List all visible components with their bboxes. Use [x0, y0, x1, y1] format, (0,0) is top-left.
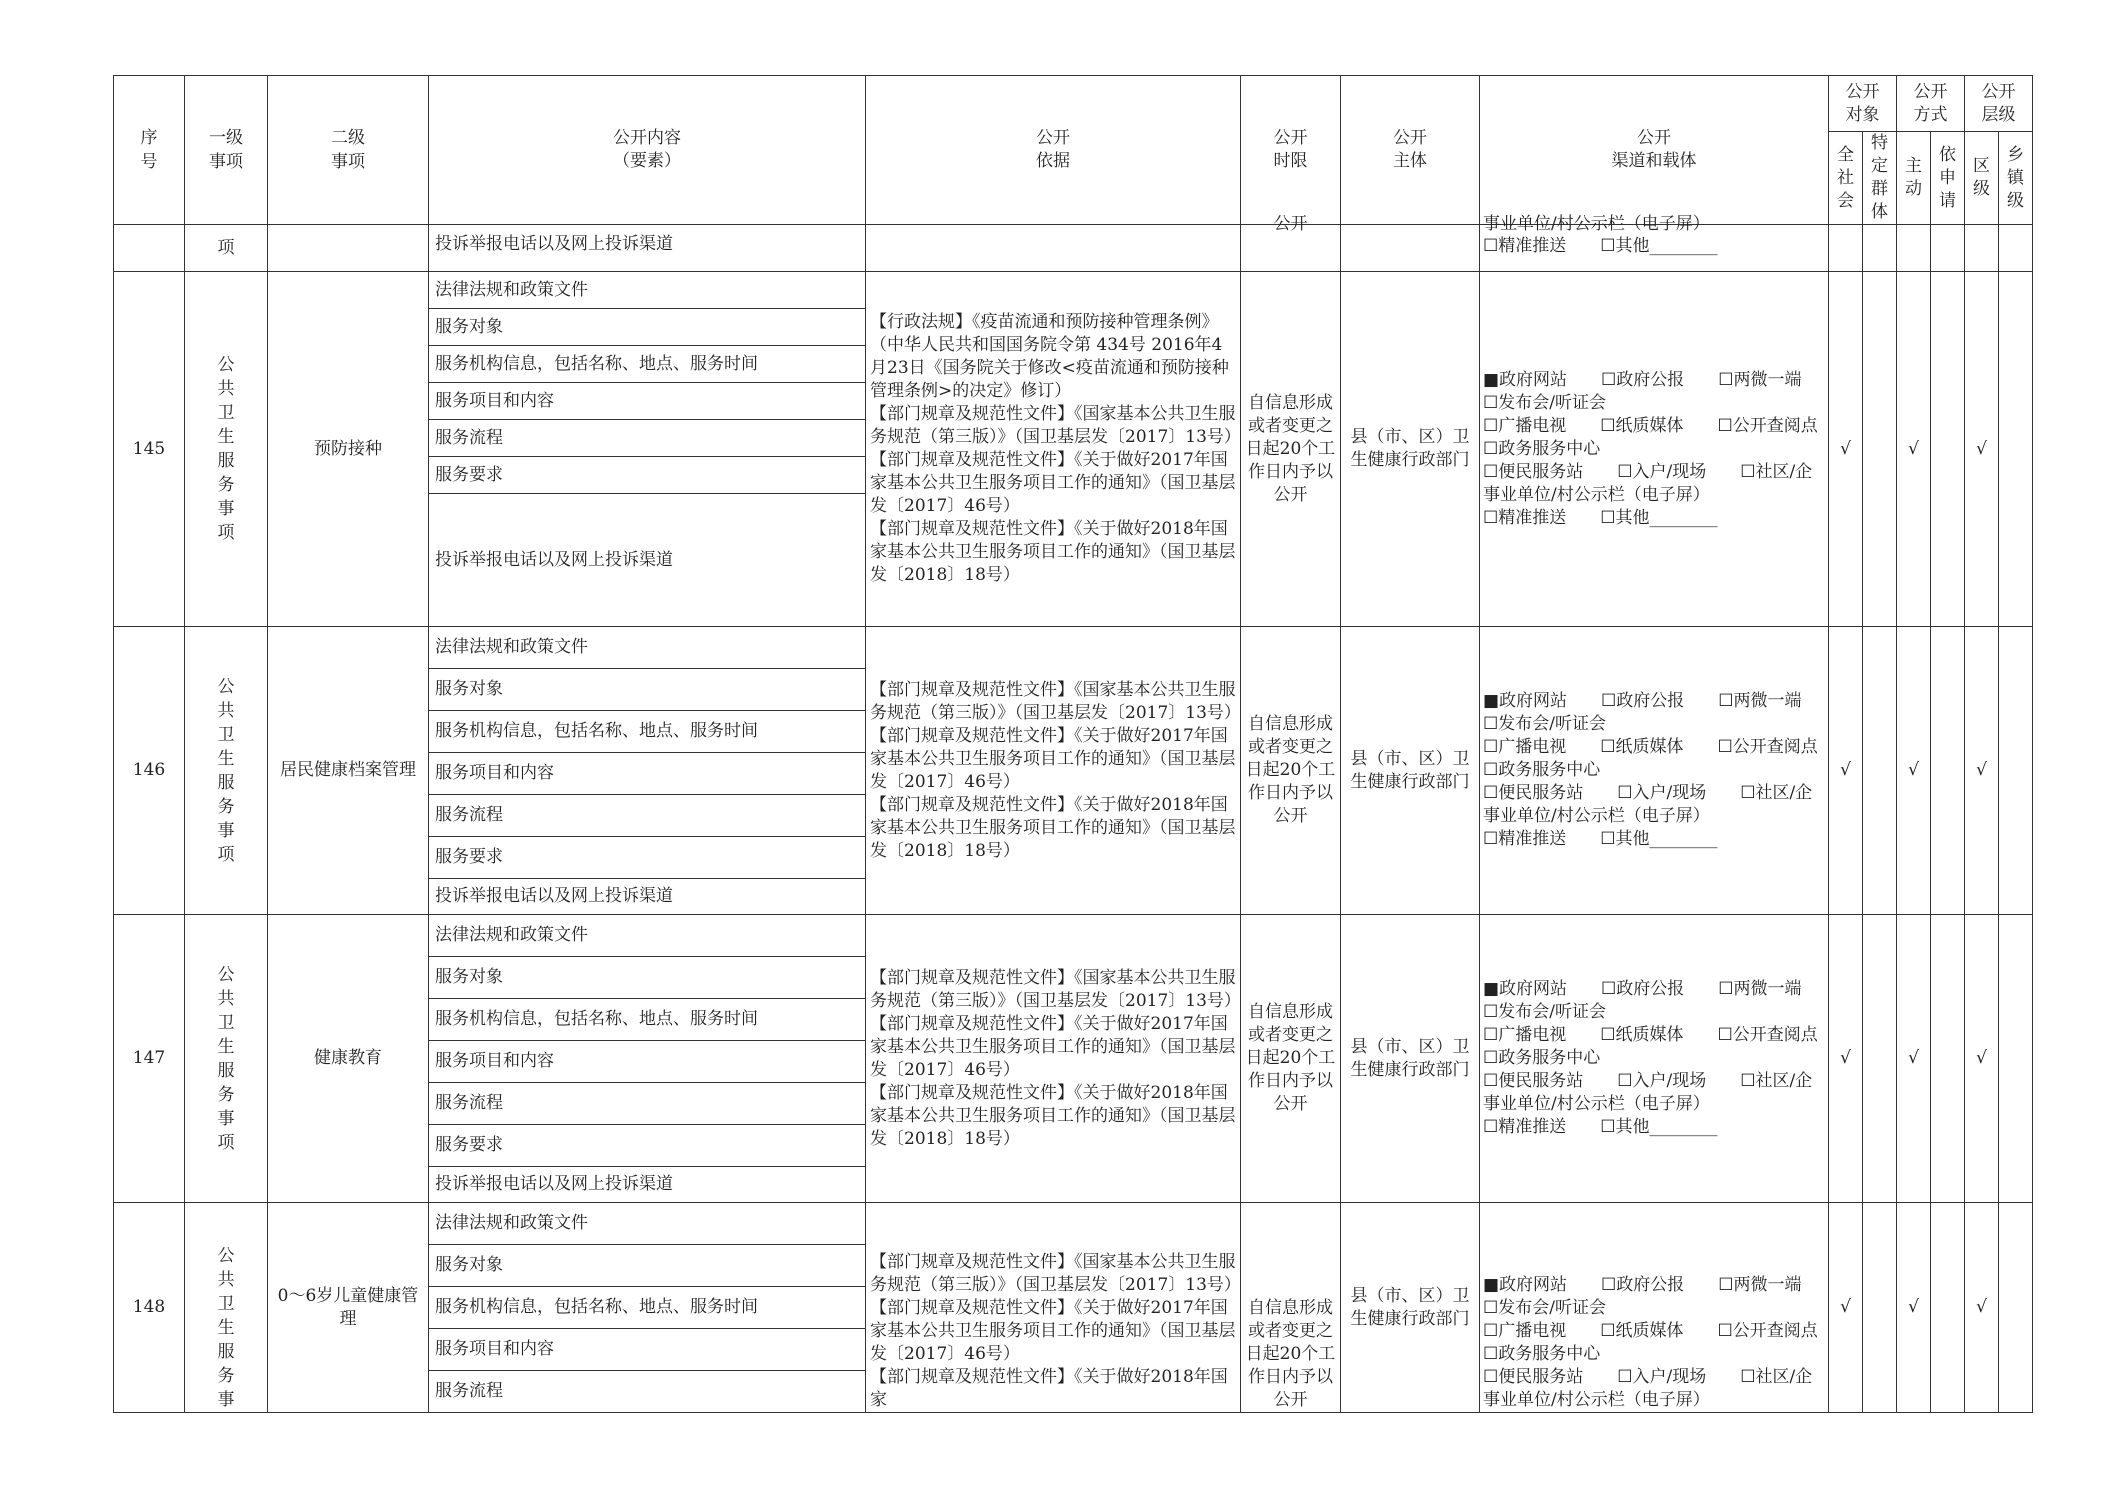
time-limit-text: 自信息形成或者变更之日起20个工作日内予以公开 [1245, 1298, 1336, 1410]
table-row [114, 272, 2033, 309]
level1-text [185, 963, 267, 1155]
channel-line: ☐便民服务站 ☐入户/现场 ☐社区/企事业单位/村公示栏（电子屏） [1483, 461, 1813, 505]
content-item-cell [429, 1167, 866, 1203]
level1-char: 共 [217, 1270, 235, 1290]
level2-text: 预防接种 [314, 438, 382, 459]
level1-char: 生 [217, 427, 235, 447]
content-item: 法律法规和政策文件 [435, 279, 588, 300]
header-method-group-text: 公开 方式 [1913, 81, 1948, 125]
level-district-cell [1965, 915, 1999, 1203]
content-item-cell [429, 346, 866, 383]
table-row [114, 627, 2033, 669]
content-item: 投诉举报电话以及网上投诉渠道 [435, 886, 673, 906]
method-request-cell [1931, 1203, 1965, 1413]
content-item: 服务项目和内容 [435, 763, 554, 783]
object-all-check: √ [1840, 1297, 1851, 1317]
cont-seq-cell [114, 225, 185, 272]
time-limit-cell [1241, 272, 1341, 627]
header-object-group [1829, 76, 1897, 132]
time-limit-text: 自信息形成或者变更之日起20个工作日内予以公开 [1245, 714, 1336, 826]
content-item-cell [429, 1245, 866, 1287]
header-level1 [185, 76, 268, 225]
level1-char: 事 [217, 1108, 235, 1129]
content-item-cell [429, 1287, 866, 1329]
level1-char: 项 [217, 844, 235, 865]
method-request-cell [1931, 627, 1965, 915]
basis-line: 【部门规章及规范性文件】《国家基本公共卫生服务规范（第三版）》（国卫基层发〔2017〕13号） [870, 404, 1241, 447]
content-item-cell [429, 915, 866, 957]
header-subject-text: 公开 主体 [1393, 128, 1427, 171]
basis-cell [866, 627, 1241, 915]
level-town-cell [1999, 627, 2033, 915]
header-channel [1480, 76, 1829, 234]
cont-os-cell [1863, 225, 1897, 272]
header-method-request-text: 依 申 请 [1939, 144, 1956, 211]
header-seq [114, 76, 185, 225]
channel-line: ■政府网站 ☐政府公报 ☐两微一端 ☐发布会/听证会 [1483, 369, 1836, 413]
cont-mr-cell [1931, 225, 1965, 272]
basis-line: 【部门规章及规范性文件】《关于做好2018年国家基本公共卫生服务项目工作的通知》（国卫基层发〔2018〕18号） [870, 1082, 1236, 1149]
header-level1-text: 一级 事项 [209, 128, 243, 172]
basis-line: 【部门规章及规范性文件】《国家基本公共卫生服务规范（第三版）》（国卫基层发〔2017〕13号） [870, 679, 1241, 723]
header-time-limit [1241, 76, 1341, 234]
subject-cell [1341, 272, 1480, 627]
content-item-cell [429, 669, 866, 711]
header-content-text: 公开内容 （要素） [613, 128, 681, 171]
content-item: 服务项目和内容 [435, 1051, 554, 1071]
content-item-cell [429, 1041, 866, 1083]
channel-line: ■政府网站 ☐政府公报 ☐两微一端 ☐发布会/听证会 [1483, 979, 1836, 1022]
content-item: 服务机构信息，包括名称、地点、服务时间 [435, 1297, 758, 1317]
content-item: 服务项目和内容 [435, 390, 554, 411]
level1-text [185, 353, 267, 545]
header-method-request [1931, 132, 1965, 225]
channel-line: ☐便民服务站 ☐入户/现场 ☐社区/企事业单位/村公示栏（电子屏） [1483, 783, 1813, 826]
header-object-all [1829, 132, 1863, 225]
content-item: 服务流程 [435, 1093, 503, 1113]
basis-line: 【部门规章及规范性文件】《国家基本公共卫生服务规范（第三版）》（国卫基层发〔2017〕13号） [870, 1252, 1241, 1295]
level1-char: 事 [217, 499, 235, 519]
method-request-cell [1931, 915, 1965, 1203]
content-item-cell [429, 1329, 866, 1371]
level2-text: 健康教育 [314, 1048, 382, 1068]
level1-char: 项 [217, 1132, 235, 1153]
channel-line: ☐广播电视 ☐纸质媒体 ☐公开查阅点 ☐政务服务中心 [1483, 1025, 1852, 1068]
header-basis-text: 公开 依据 [1036, 128, 1070, 171]
object-all-cell [1829, 627, 1863, 915]
level2-cell [268, 915, 429, 1203]
cont-content-cell [429, 225, 866, 272]
channel-line: ☐便民服务站 ☐入户/现场 ☐社区/企事业单位/村公示栏（电子屏） [1483, 1367, 1813, 1410]
method-active-cell [1897, 627, 1931, 915]
channel-line: ☐广播电视 ☐纸质媒体 ☐公开查阅点 ☐政务服务中心 [1483, 737, 1852, 780]
object-specific-cell [1863, 627, 1897, 915]
continuation-row [114, 225, 2033, 272]
level-district-cell [1965, 627, 1999, 915]
level2-cell [268, 272, 429, 627]
content-item-cell [429, 420, 866, 457]
basis-text [870, 967, 1241, 1151]
header-level-town-text: 乡 镇 级 [2007, 144, 2024, 211]
level-district-check: √ [1976, 1297, 1987, 1317]
channel-text [1483, 978, 1852, 1139]
basis-cell [866, 915, 1241, 1203]
channel-line: ☐精准推送 ☐其他________ [1483, 829, 1718, 849]
level-town-cell [1999, 272, 2033, 627]
time-limit-cell [1241, 915, 1341, 1203]
cont-lt-cell [1999, 225, 2033, 272]
method-active-check: √ [1908, 1048, 1919, 1068]
content-item-cell [429, 627, 866, 669]
level1-char: 公 [217, 676, 235, 697]
subject-cell [1341, 627, 1480, 915]
content-item: 服务要求 [435, 847, 503, 867]
object-specific-cell [1863, 1203, 1897, 1413]
basis-line: 【部门规章及规范性文件】《关于做好2017年国家基本公共卫生服务项目工作的通知》（国卫基层发〔2017〕46号） [870, 1298, 1236, 1364]
cont-basis-cell [866, 225, 1241, 272]
header-time-limit-text: 公开 时限 [1273, 128, 1308, 171]
level1-char: 公 [217, 964, 235, 985]
header-channel-text: 公开 渠道和载体 [1611, 128, 1697, 171]
level1-char: 服 [217, 1060, 235, 1081]
level2-text: 0～6岁儿童健康管理 [277, 1285, 419, 1329]
channel-cell [1480, 1203, 1852, 1413]
level1-char: 共 [217, 988, 235, 1009]
basis-text [870, 311, 1241, 587]
level1-char: 共 [217, 379, 235, 399]
basis-line: 【部门规章及规范性文件】《关于做好2017年国家基本公共卫生服务项目工作的通知》（国卫基层发〔2017〕46号） [870, 450, 1236, 516]
cont-time-cell [1241, 214, 1341, 272]
level1-char: 务 [217, 475, 235, 495]
content-item-cell [429, 1203, 866, 1245]
content-item: 服务对象 [435, 316, 503, 337]
level1-char: 服 [217, 451, 235, 471]
object-all-check: √ [1840, 438, 1851, 459]
seq-number: 147 [132, 1048, 166, 1068]
seq-number: 148 [132, 1297, 166, 1317]
content-item: 服务对象 [435, 967, 503, 987]
subject-text: 县（市、区）卫生健康行政部门 [1350, 427, 1470, 470]
channel-line: ■政府网站 ☐政府公报 ☐两微一端 ☐发布会/听证会 [1483, 691, 1836, 734]
channel-cell [1480, 915, 1852, 1203]
cont-content-item: 投诉举报电话以及网上投诉渠道 [435, 233, 673, 254]
cont-level1-tail: 项 [217, 237, 235, 258]
basis-text [870, 1251, 1241, 1412]
content-item-cell [429, 753, 866, 795]
level2-cell [268, 627, 429, 915]
basis-line: 【部门规章及规范性文件】《关于做好2018年国家基本公共卫生服务项目工作的通知》（国卫基层发〔2018〕18号） [870, 519, 1236, 585]
cont-ma-cell [1897, 225, 1931, 272]
content-item: 服务机构信息，包括名称、地点、服务时间 [435, 353, 758, 374]
object-all-check: √ [1840, 1048, 1851, 1068]
header-seq-text: 序 号 [140, 128, 158, 172]
level-district-cell [1965, 1203, 1999, 1413]
level1-char: 务 [217, 1084, 235, 1105]
content-item: 服务流程 [435, 1381, 503, 1401]
channel-line: ☐精准推送 ☐其他________ [1483, 1117, 1718, 1137]
subject-text: 县（市、区）卫生健康行政部门 [1350, 1036, 1470, 1080]
level1-cell [185, 915, 268, 1203]
basis-text [870, 679, 1241, 863]
level1-text [185, 675, 267, 867]
method-active-check: √ [1908, 438, 1919, 459]
level1-char: 服 [217, 1342, 235, 1362]
time-limit-cell [1241, 627, 1341, 915]
header-basis [866, 76, 1241, 225]
level1-cell [185, 272, 268, 627]
level1-char: 务 [217, 1366, 235, 1386]
level-district-cell [1965, 272, 1999, 627]
level1-char: 项 [217, 523, 235, 543]
basis-line: 【部门规章及规范性文件】《国家基本公共卫生服务规范（第三版）》（国卫基层发〔2017〕13号） [870, 967, 1241, 1011]
subject-text: 县（市、区）卫生健康行政部门 [1350, 748, 1470, 792]
content-item-cell [429, 795, 866, 837]
time-limit-text: 自信息形成或者变更之日起20个工作日内予以公开 [1245, 1002, 1336, 1114]
content-item: 服务要求 [435, 464, 503, 485]
disclosure-table [113, 75, 2033, 1413]
time-limit-text: 自信息形成或者变更之日起20个工作日内予以公开 [1245, 392, 1336, 505]
channel-cell [1480, 272, 1852, 627]
level2-text: 居民健康档案管理 [280, 760, 416, 780]
content-item: 服务对象 [435, 1255, 503, 1275]
channel-line: ☐广播电视 ☐纸质媒体 ☐公开查阅点 ☐政务服务中心 [1483, 415, 1852, 459]
cont-level1-cell [185, 225, 268, 272]
level1-char: 卫 [217, 724, 235, 745]
seq-cell [114, 1203, 185, 1413]
content-item: 法律法规和政策文件 [435, 1213, 588, 1233]
cont-channel-last: ☐精准推送 ☐其他________ [1483, 236, 1718, 256]
level1-char: 共 [217, 700, 235, 721]
seq-number: 146 [132, 760, 166, 780]
basis-line: 【部门规章及规范性文件】《关于做好2018年国家 [870, 1367, 1228, 1410]
method-active-check: √ [1908, 1297, 1919, 1317]
header-object-all-text: 全 社 会 [1837, 144, 1854, 211]
basis-line: 【部门规章及规范性文件】《关于做好2018年国家基本公共卫生服务项目工作的通知》（国卫基层发〔2018〕18号） [870, 794, 1236, 861]
seq-cell [114, 627, 185, 915]
header-level-district-text: 区 级 [1973, 156, 1990, 199]
level1-char: 生 [217, 1318, 235, 1338]
level1-char: 生 [217, 1036, 235, 1057]
time-limit-cell [1241, 1203, 1341, 1413]
channel-text [1483, 690, 1852, 851]
content-item-cell [429, 1371, 866, 1413]
content-item: 服务流程 [435, 805, 503, 825]
object-specific-cell [1863, 915, 1897, 1203]
content-item-cell [429, 999, 866, 1041]
subject-cell [1341, 1203, 1480, 1413]
channel-line: ☐精准推送 ☐其他________ [1483, 507, 1718, 528]
header-method-active-text: 主 动 [1905, 156, 1922, 199]
header-object-specific-text: 特 定 群 体 [1871, 133, 1888, 222]
object-all-cell [1829, 1203, 1863, 1413]
content-item: 服务机构信息，包括名称、地点、服务时间 [435, 721, 758, 741]
level1-cell [185, 1203, 268, 1413]
channel-line: ■政府网站 ☐政府公报 ☐两微一端 ☐发布会/听证会 [1483, 1275, 1836, 1318]
level1-char: 务 [217, 796, 235, 817]
cont-level2-cell [268, 225, 429, 272]
basis-line: 【行政法规】《疫苗流通和预防接种管理条例》（中华人民共和国国务院令第 434号 2016年4月23日《国务院关于修改<疫苗流通和预防接种管理条例>的决定》修订） [870, 312, 1229, 401]
content-item: 法律法规和政策文件 [435, 925, 588, 945]
content-item-cell [429, 272, 866, 309]
level-town-cell [1999, 1203, 2033, 1413]
level1-char: 公 [217, 355, 235, 375]
object-all-cell [1829, 915, 1863, 1203]
header-method-active [1897, 132, 1931, 225]
content-item-cell [429, 1083, 866, 1125]
object-specific-cell [1863, 272, 1897, 627]
method-active-cell [1897, 915, 1931, 1203]
header-method-group [1897, 76, 1965, 132]
header-level-group [1965, 76, 2033, 132]
level1-char: 生 [217, 748, 235, 769]
content-item: 服务项目和内容 [435, 1339, 554, 1359]
level1-char: 事 [217, 1390, 235, 1410]
header-level-town [1999, 132, 2033, 225]
channel-text [1483, 1274, 1852, 1412]
content-item: 服务要求 [435, 1135, 503, 1155]
level-district-check: √ [1976, 1048, 1987, 1068]
table-row [114, 1203, 2033, 1245]
header-level2-text: 二级 事项 [331, 128, 365, 172]
cont-channel-cell [1480, 214, 1829, 272]
basis-cell [866, 272, 1241, 627]
content-item-cell [429, 457, 866, 494]
header-level2 [268, 76, 429, 225]
channel-text [1483, 369, 1852, 530]
cont-ld-cell [1965, 225, 1999, 272]
content-item: 投诉举报电话以及网上投诉渠道 [435, 549, 673, 570]
content-item-cell [429, 879, 866, 915]
content-item: 服务流程 [435, 427, 503, 448]
header-level-district [1965, 132, 1999, 225]
basis-line: 【部门规章及规范性文件】《关于做好2017年国家基本公共卫生服务项目工作的通知》（国卫基层发〔2017〕46号） [870, 1013, 1236, 1080]
header-object-group-text: 公开 对象 [1845, 81, 1880, 125]
level1-char: 卫 [217, 1012, 235, 1033]
cont-channel-tail: 事业单位/村公示栏（电子屏） [1483, 214, 1710, 234]
cont-oa-cell [1829, 225, 1863, 272]
cont-time-tail: 公开 [1273, 214, 1308, 234]
content-item-cell [429, 837, 866, 879]
level1-char: 事 [217, 820, 235, 841]
basis-cell [866, 1203, 1241, 1413]
method-active-check: √ [1908, 760, 1919, 780]
channel-line: ☐便民服务站 ☐入户/现场 ☐社区/企事业单位/村公示栏（电子屏） [1483, 1071, 1813, 1114]
level1-char: 公 [217, 1246, 235, 1266]
seq-cell [114, 272, 185, 627]
object-all-cell [1829, 272, 1863, 627]
seq-cell [114, 915, 185, 1203]
cont-subject-cell [1341, 225, 1480, 272]
header-level-group-text: 公开 层级 [1981, 81, 2016, 125]
content-item-cell [429, 309, 866, 346]
method-active-cell [1897, 1203, 1931, 1413]
level1-char: 服 [217, 772, 235, 793]
header-object-specific [1863, 132, 1897, 225]
content-item: 投诉举报电话以及网上投诉渠道 [435, 1174, 673, 1194]
level1-cell [185, 627, 268, 915]
level-town-cell [1999, 915, 2033, 1203]
channel-cell [1480, 627, 1852, 915]
content-item-cell [429, 957, 866, 999]
content-item: 服务机构信息，包括名称、地点、服务时间 [435, 1009, 758, 1029]
subject-text: 县（市、区）卫生健康行政部门 [1350, 1285, 1470, 1329]
content-item: 服务对象 [435, 679, 503, 699]
content-item: 法律法规和政策文件 [435, 637, 588, 657]
level1-char: 卫 [217, 1294, 235, 1314]
content-item-cell [429, 383, 866, 420]
content-item-cell [429, 711, 866, 753]
level1-text [185, 1244, 267, 1412]
level-district-check: √ [1976, 438, 1987, 459]
header-content [429, 76, 866, 225]
method-request-cell [1931, 272, 1965, 627]
channel-line: ☐广播电视 ☐纸质媒体 ☐公开查阅点 ☐政务服务中心 [1483, 1321, 1852, 1364]
basis-line: 【部门规章及规范性文件】《关于做好2017年国家基本公共卫生服务项目工作的通知》（国卫基层发〔2017〕46号） [870, 725, 1236, 792]
level2-cell [268, 1203, 429, 1413]
content-item-cell [429, 1125, 866, 1167]
method-active-cell [1897, 272, 1931, 627]
level-district-check: √ [1976, 760, 1987, 780]
content-item-cell [429, 494, 866, 627]
level1-char: 卫 [217, 403, 235, 423]
header-subject [1341, 76, 1480, 225]
seq-number: 145 [132, 438, 166, 459]
table-row [114, 915, 2033, 957]
object-all-check: √ [1840, 760, 1851, 780]
subject-cell [1341, 915, 1480, 1203]
